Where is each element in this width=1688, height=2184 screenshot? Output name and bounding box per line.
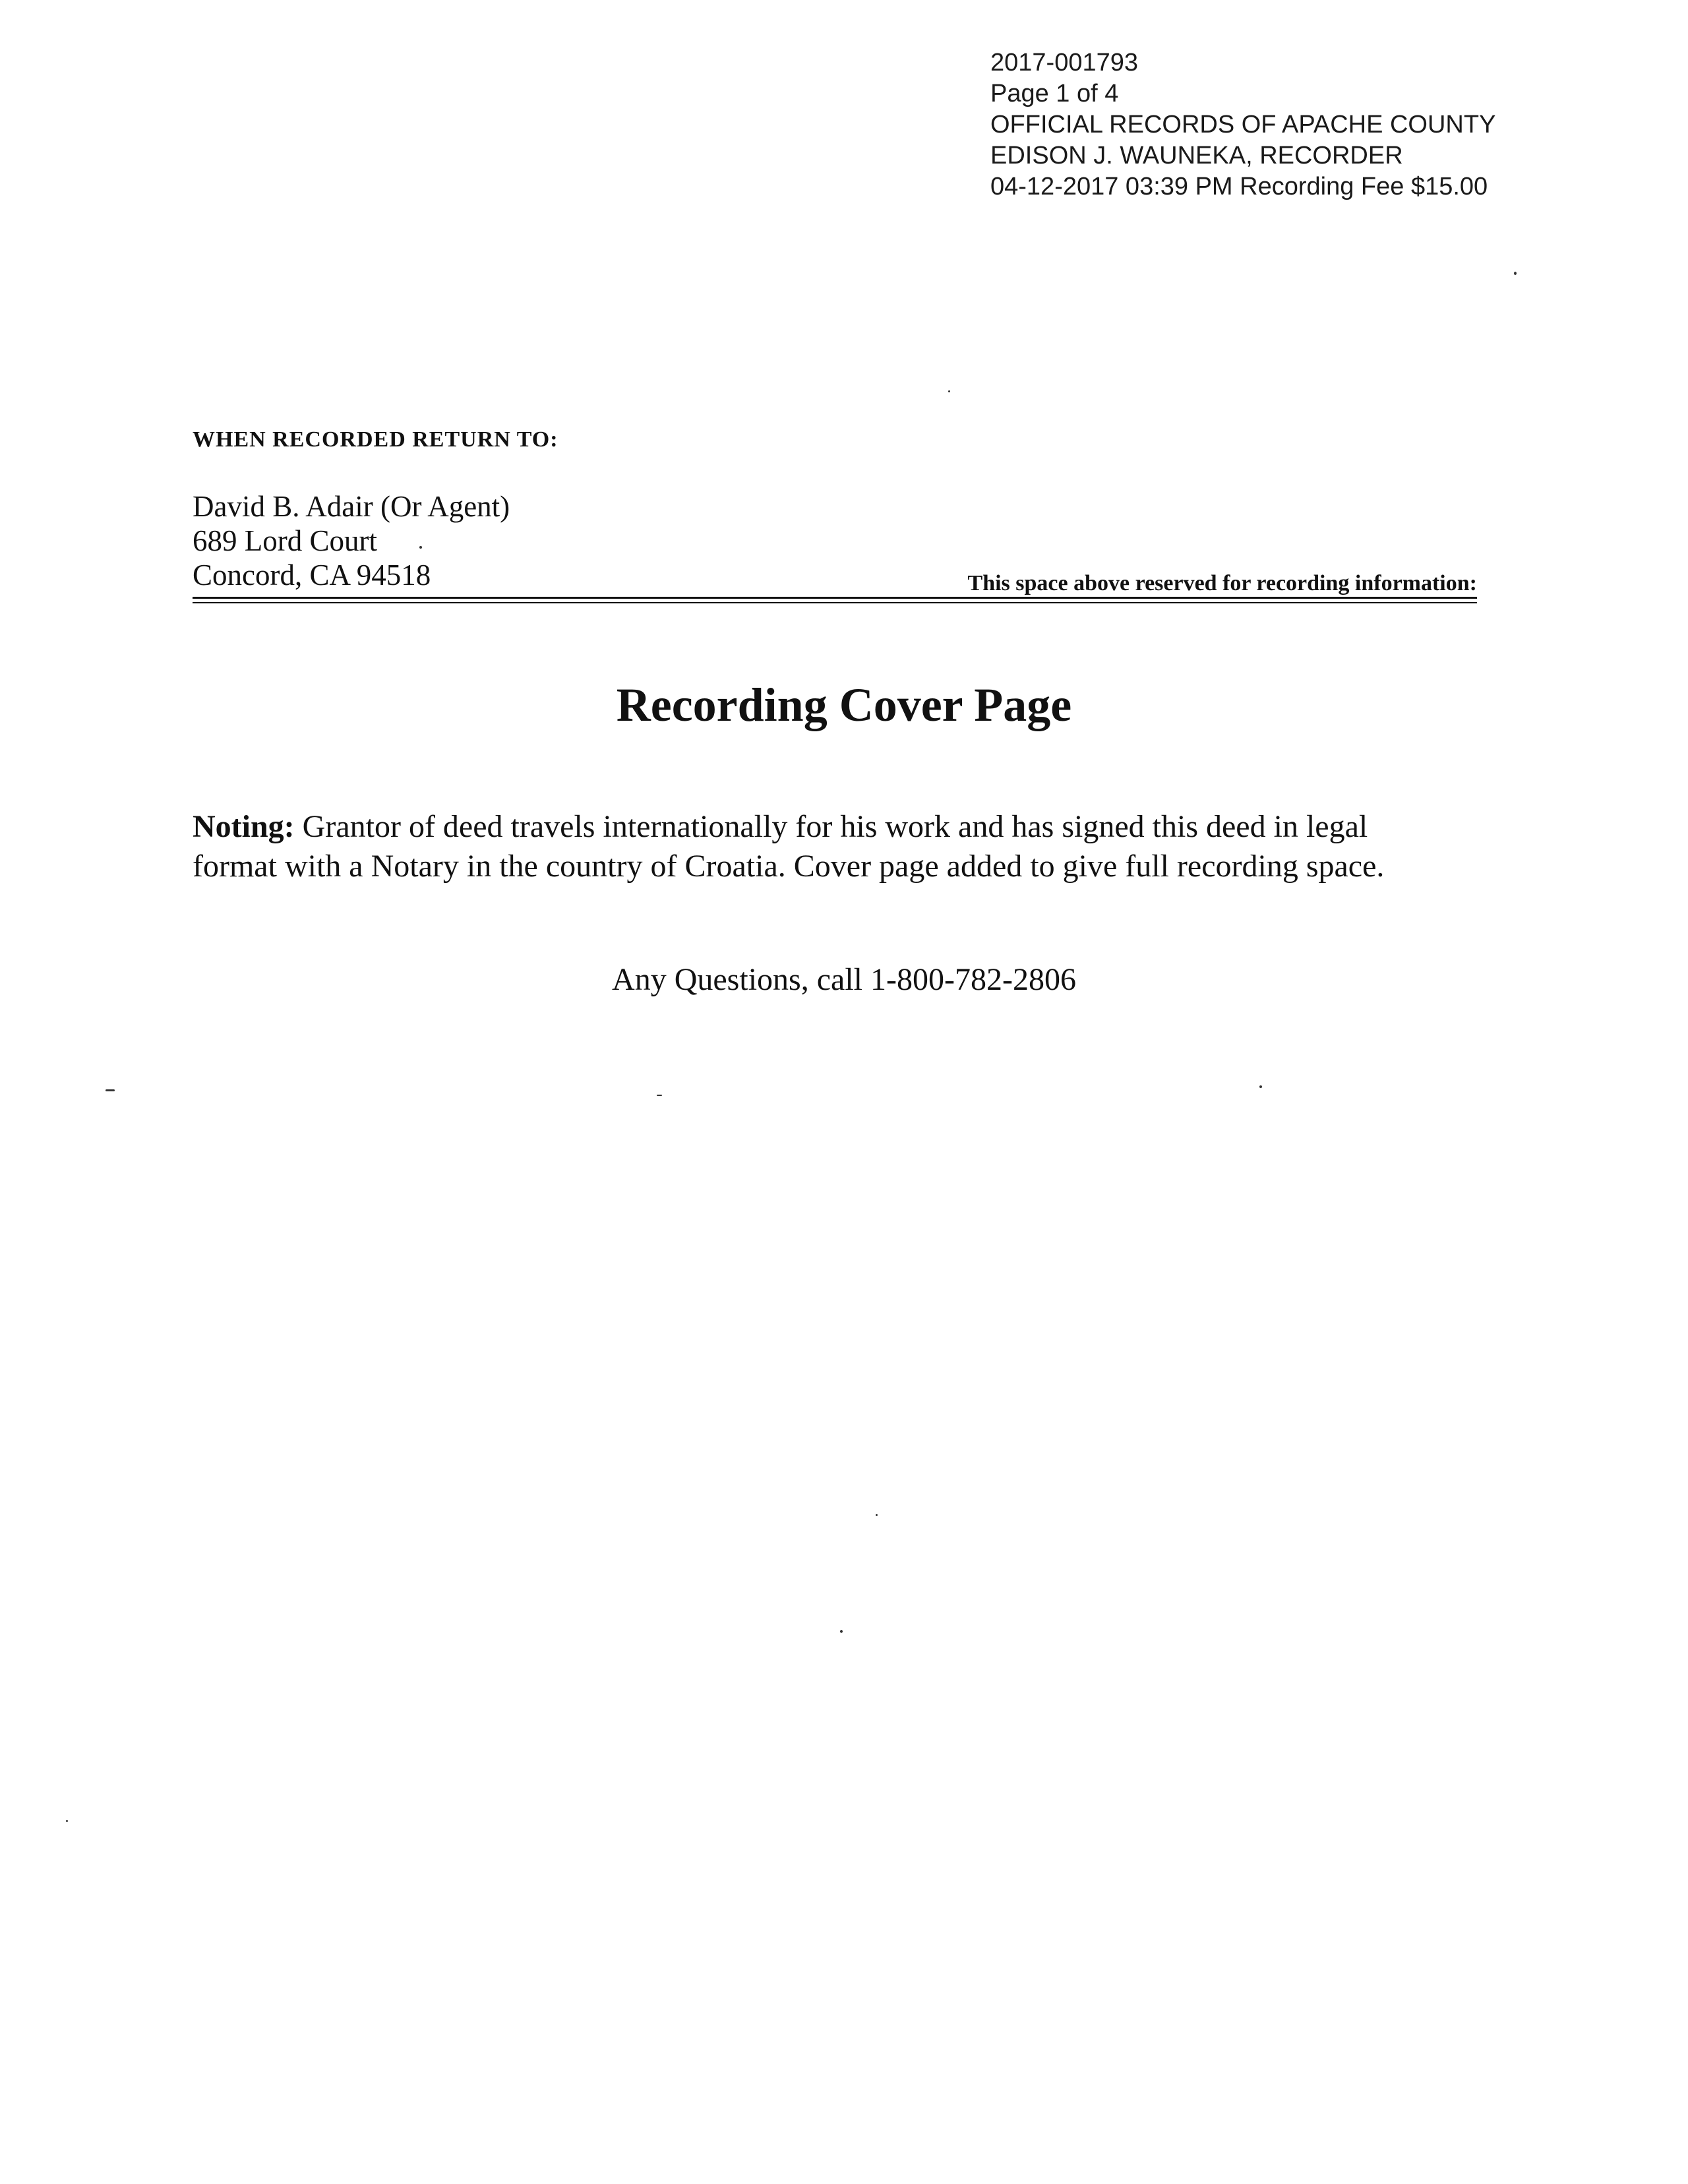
records-office: OFFICIAL RECORDS OF APACHE COUNTY: [990, 111, 1496, 138]
divider-rule-thin: [193, 602, 1477, 603]
noting-paragraph: [193, 807, 1505, 886]
return-name: David B. Adair (Or Agent): [193, 490, 510, 523]
scan-speck: [1259, 1085, 1262, 1088]
scan-speck: [419, 546, 422, 549]
scan-speck: [1514, 272, 1517, 275]
return-to-heading: WHEN RECORDED RETURN TO:: [193, 427, 558, 452]
noting-text-1: Grantor of deed travels internationally for his work and has signed this deed in legal: [294, 809, 1368, 844]
scan-speck: [106, 1089, 115, 1091]
return-city-state-zip: Concord, CA 94518: [193, 559, 431, 592]
page-title: Recording Cover Page: [616, 679, 1072, 731]
noting-line-2: format with a Notary in the country of Croatia. Cover page added to give full recording space.: [193, 849, 1385, 884]
questions-contact: Any Questions, call 1-800-782-2806: [612, 962, 1076, 997]
recording-stamp: [990, 47, 1495, 202]
recorded-datetime-fee: 04-12-2017 03:39 PM Recording Fee $15.00: [990, 173, 1488, 200]
scan-speck: [948, 390, 950, 392]
scan-speck: [876, 1514, 878, 1516]
return-address: [193, 489, 510, 592]
return-street: 689 Lord Court: [193, 524, 377, 557]
recorder-name: EDISON J. WAUNEKA, RECORDER: [990, 142, 1403, 169]
reserved-space-note: This space above reserved for recording information:: [967, 571, 1477, 595]
page-info: Page 1 of 4: [990, 80, 1119, 107]
scan-speck: [840, 1630, 843, 1633]
divider-rule-thick: [193, 597, 1477, 599]
scan-speck: [657, 1095, 662, 1096]
scan-speck: [66, 1820, 68, 1822]
noting-line-1: [193, 807, 1505, 847]
document-number: 2017-001793: [990, 49, 1138, 76]
noting-label: Noting:: [193, 809, 295, 844]
